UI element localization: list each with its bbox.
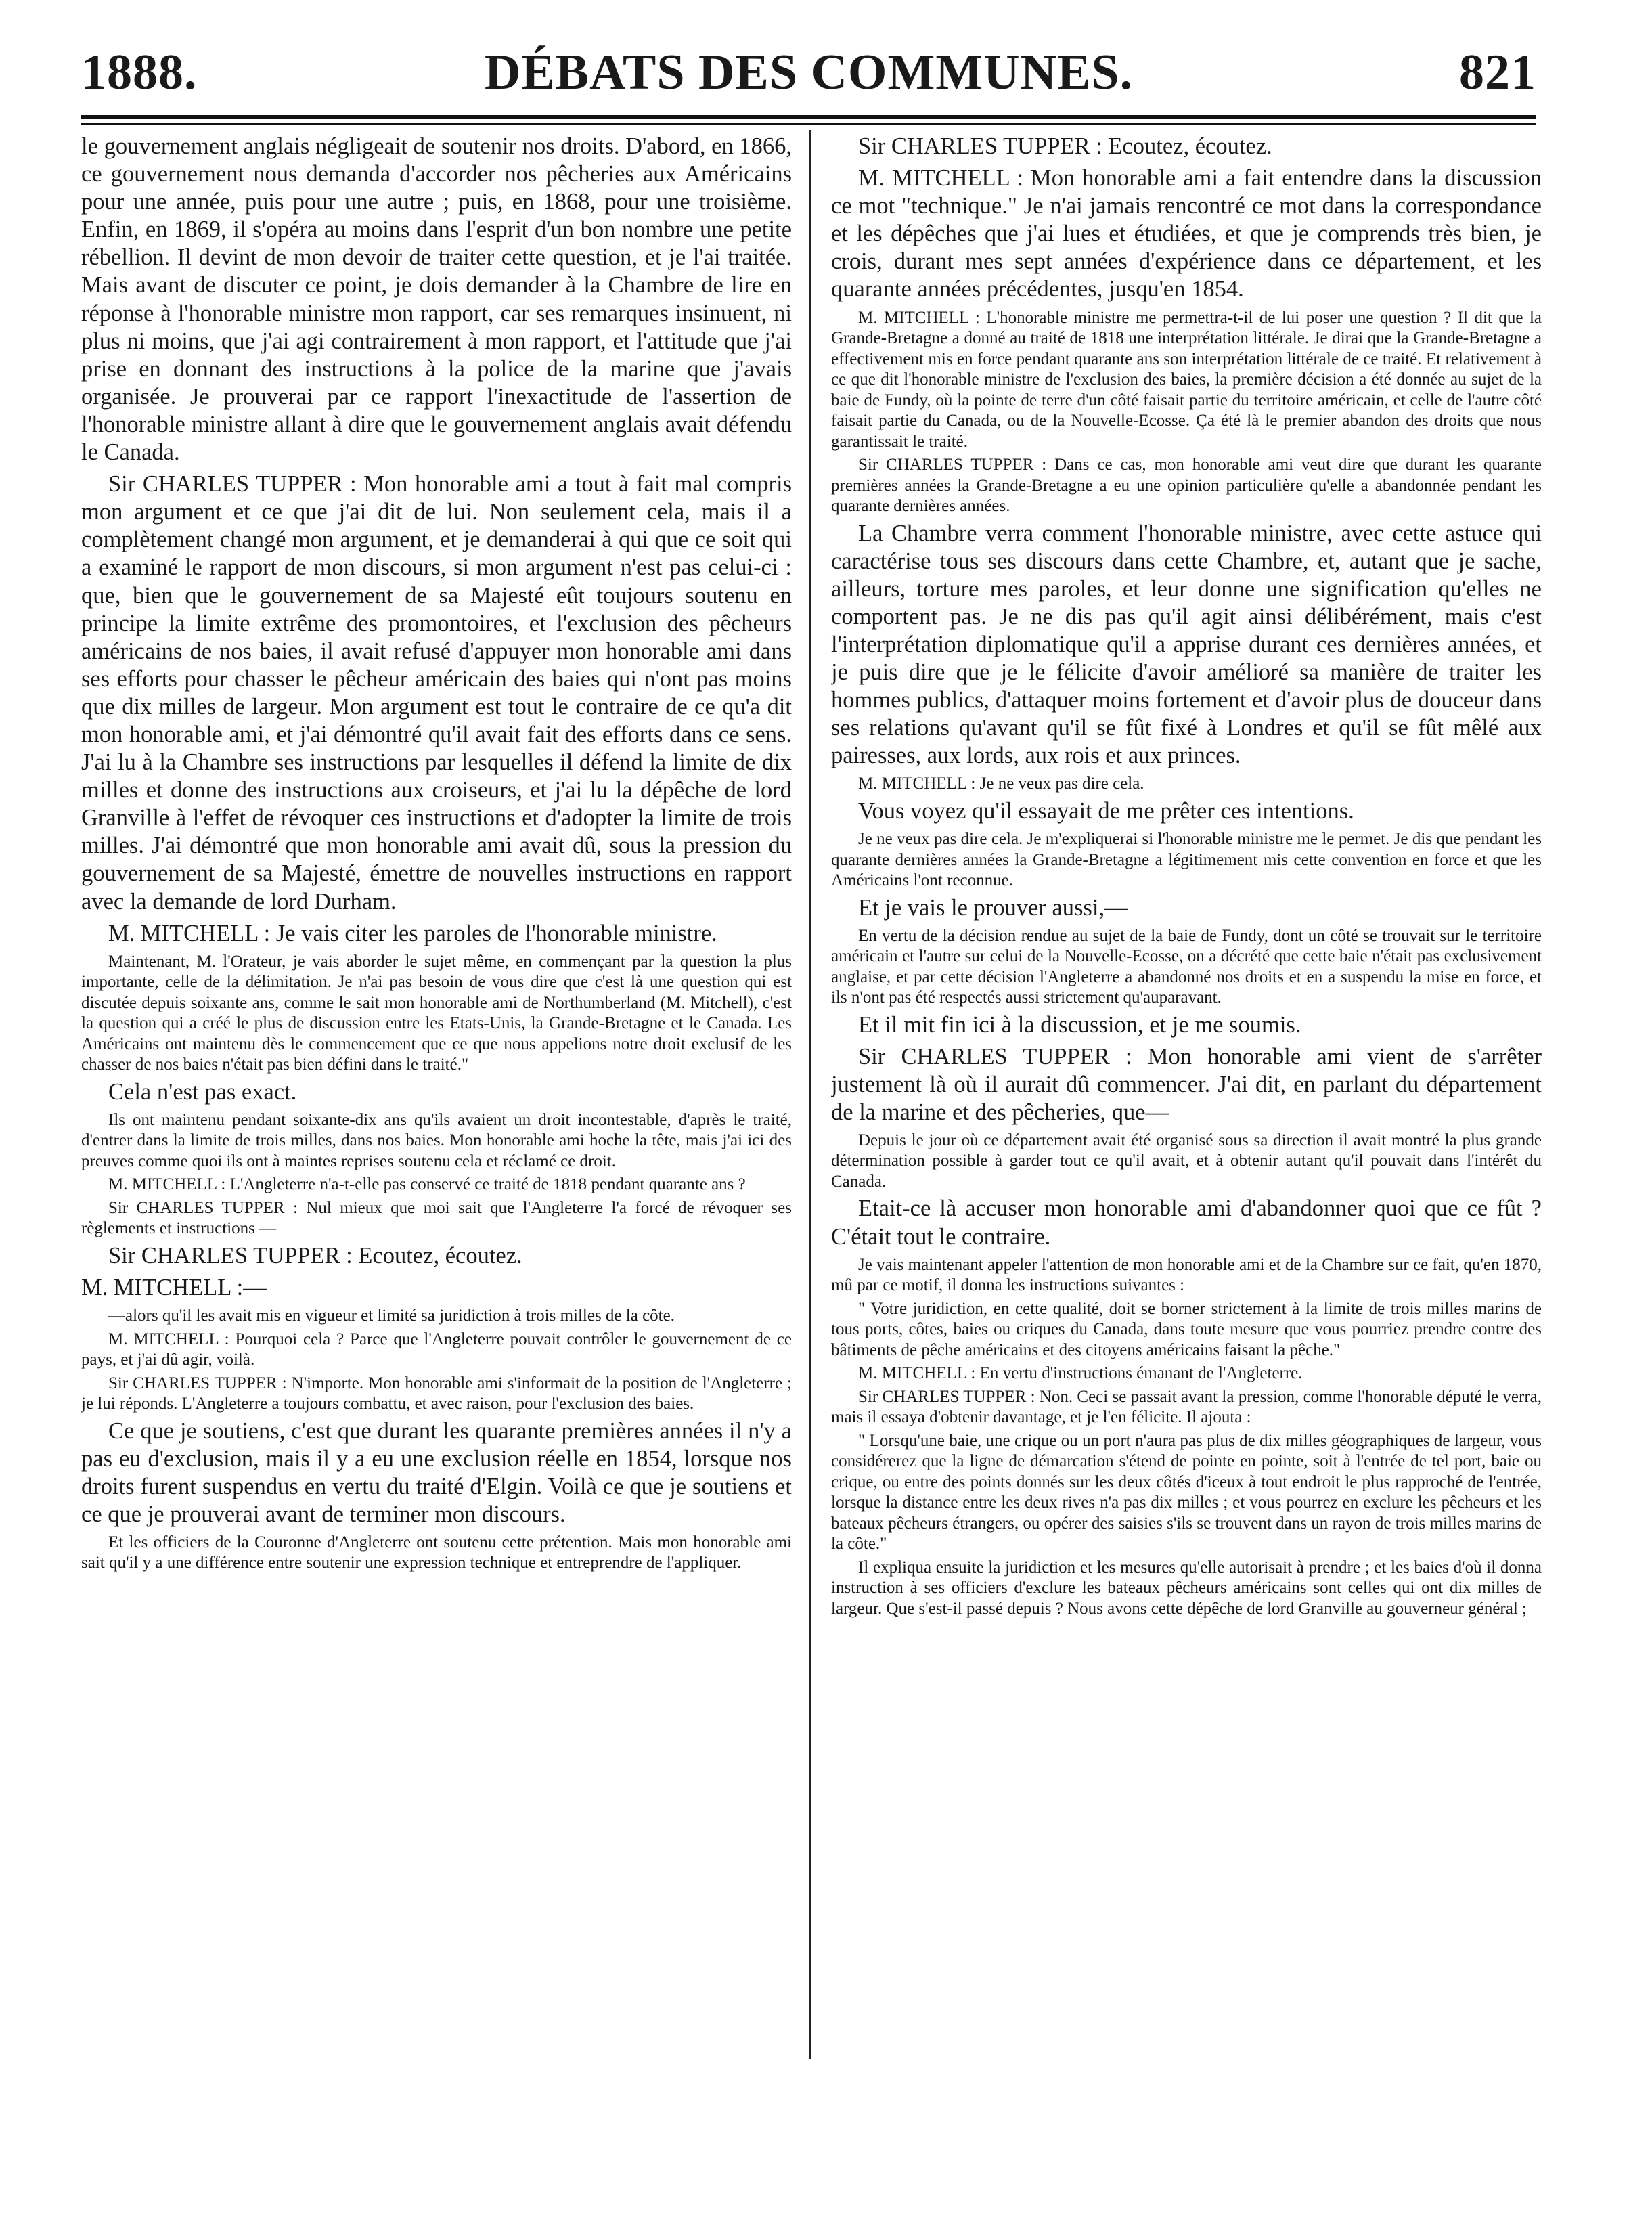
paragraph: M. MITCHELL : L'Angleterre n'a-t-elle pas conservé ce traité de 1818 pendant quarante ans ?: [108, 1175, 746, 1194]
paragraph: Et les officiers de la Couronne d'Angleterre ont soutenu cette prétention. Mais mon honorable ami sait qu'il y a une différence entre soutenir une expression technique et entreprendre de l'appliquer.: [81, 1533, 792, 1573]
paragraph: Et je vais le prouver aussi,—: [858, 894, 1128, 921]
paragraph: Et il mit fin ici à la discussion, et je me soumis.: [858, 1011, 1301, 1038]
header-rule: [81, 115, 1536, 119]
paragraph: Etait-ce là accuser mon honorable ami d'abandonner quoi que ce fût ? C'était tout le contraire.: [831, 1195, 1542, 1250]
paragraph: M. MITCHELL : L'honorable ministre me permettra-t-il de lui poser une question ? Il dit que la Grande-Bretagne a donné au traité de 1818 une interprétation littérale. Je dirai que la Grande-Bretagne a effectivement mis en force pendant quarante ans son interprétation littérale de ce traité. Et relativement à ce que dit l'honorable ministre de l'exclusion des baies, la première décision a été donnée au sujet de la baie de Fundy, où la pointe de terre d'un côté faisait partie du territoire américain, et celle de l'autre côté faisait partie du Canada, ou de la Nouvelle-Ecosse. Ça été là le premier abandon des droits que nous garantissait le traité.: [831, 308, 1542, 451]
paragraph: " Lorsqu'une baie, une crique ou un port n'aura pas plus de dix milles géographiques de largeur, vous considérerez que la ligne de démarcation s'étend de pointe en pointe, soit à l'entrée de tel port, baie ou crique, ou entre des points donnés sur les deux côtés d'iceux à tout endroit le plus rapproché de l'entrée, lorsque la distance entre les deux rives n'a pas dix milles ; et vous pourrez en exclure les pêcheurs et les bateaux pêcheurs étrangers, ou opérer des saisies s'ils se trouvent dans un rayon de trois milles marins de la côte.": [831, 1431, 1542, 1554]
paragraph: M. MITCHELL : Pourquoi cela ? Parce que l'Angleterre pouvait contrôler le gouvernement de ce pays, et j'ai dû agir, voilà.: [81, 1330, 792, 1369]
paragraph: Ce que je soutiens, c'est que durant les quarante premières années il n'y a pas eu d'exclusion, mais il y a eu une exclusion réelle en 1854, lorsque nos droits furent suspendus en vertu du traité d'Elgin. Voilà ce que je soutiens et ce que je prouverai avant de terminer mon discours.: [81, 1418, 792, 1527]
paragraph: Ils ont maintenu pendant soixante-dix ans qu'ils avaient un droit incontestable, d'après le traité, d'entrer dans la limite de trois milles, dans nos baies. Mon honorable ami hoche la tête, mais j'ai ici des preuves comme quoi ils ont à maintes reprises soutenu cela et réclamé ce droit.: [81, 1110, 792, 1170]
header-page-number: 821: [1459, 45, 1536, 100]
paragraph: Cela n'est pas exact.: [108, 1078, 297, 1105]
paragraph: Sir CHARLES TUPPER : Mon honorable ami a tout à fait mal compris mon argument et ce que j'ai dit de lui. Non seulement cela, mais il a complètement changé mon argument, et je demanderai à qui que ce soit qui a examiné le rapport de mon discours, si mon argument n'est pas celui-ci : que, bien que le gouvernement de sa Majesté eût toujours soutenu en principe la limite extrême des promontoires, et l'exclusion des pêcheurs américains de nos baies, il avait refusé d'appuyer mon honorable ami dans ses efforts pour chasser le pêcheur américain des baies qui n'ont pas moins que dix milles de largeur. Mon argument est tout le contraire de ce qu'a dit mon honorable ami, et j'ai démontré qu'il avait fait des efforts dans ce sens. J'ai lu à la Chambre ses instructions par lesquelles il défend la limite de dix milles et donne des instructions aux croiseurs, et j'ai lu la dépêche de lord Granville à l'effet de révoquer ces instructions et d'adopter la limite de trois milles. J'ai démontré que mon honorable ami avait dû, sous la pression du gouvernement de sa Majesté, émettre de nouvelles instructions en rapport avec la demande de lord Durham.: [81, 471, 792, 915]
column-divider: [809, 130, 811, 2059]
paragraph: Sir CHARLES TUPPER : Non. Ceci se passait avant la pression, comme l'honorable député le verra, mais il essaya d'obtenir davantage, et je l'en félicite. Il ajouta :: [831, 1387, 1542, 1427]
header-title: DÉBATS DES COMMUNES.: [484, 45, 1134, 100]
paragraph: Sir CHARLES TUPPER : Dans ce cas, mon honorable ami veut dire que durant les quarante premières années la Grande-Bretagne a eu une opinion particulière qu'elle a abandonnée pendant les quarante dernières années.: [831, 456, 1542, 516]
header-year: 1888.: [81, 45, 198, 100]
paragraph: M. MITCHELL : Mon honorable ami a fait entendre dans la discussion ce mot "technique." Je n'ai jamais rencontré ce mot dans la correspondance et les dépêches que j'ai lues et étudiées, et que je comprends très bien, je crois, durant mes sept années d'expérience dans ce département, et les quarante années précédentes, jusqu'en 1854.: [831, 165, 1542, 303]
paragraph: Vous voyez qu'il essayait de me prêter ces intentions.: [858, 797, 1354, 824]
right-column: [831, 133, 1542, 2069]
paragraph: Sir CHARLES TUPPER : Nul mieux que moi sait que l'Angleterre l'a forcé de révoquer ses règlements et instructions —: [81, 1198, 792, 1238]
paragraph: M. MITCHELL : Je vais citer les paroles de l'honorable ministre.: [108, 920, 717, 946]
paragraph: Sir CHARLES TUPPER : Ecoutez, écoutez.: [858, 133, 1272, 159]
paragraph: Il expliqua ensuite la juridiction et les mesures qu'elle autorisait à prendre ; et les baies d'où il donna instruction à ses officiers d'exclure les bateaux pêcheurs américains sont celles qui ont dix milles de largeur. Que s'est-il passé depuis ? Nous avons cette dépêche de lord Granville au gouverneur général ;: [831, 1558, 1542, 1618]
paragraph: M. MITCHELL : En vertu d'instructions émanant de l'Angleterre.: [858, 1364, 1303, 1383]
paragraph: Je vais maintenant appeler l'attention de mon honorable ami et de la Chambre sur ce fait, qu'en 1870, mû par ce motif, il donna les instructions suivantes :: [831, 1255, 1542, 1295]
paragraph: En vertu de la décision rendue au sujet de la baie de Fundy, dont un côté se trouvait sur le territoire américain et l'autre sur celui de la Nouvelle-Ecosse, on a décrété que cette baie n'était pas exclusivement anglaise, et par cette décision l'Angleterre a abandonné nos droits et en a suspendu la mise en force, et ils n'ont pas été respectés aussi strictement qu'auparavant.: [831, 926, 1542, 1007]
paragraph: M. MITCHELL : Je ne veux pas dire cela.: [858, 774, 1144, 793]
paragraph: La Chambre verra comment l'honorable ministre, avec cette astuce qui caractérise tous ses discours dans cette Chambre, et, autant que je sache, ailleurs, torture mes paroles, et leur donne une signification qu'elles ne comportent pas. Je ne dis pas qu'il agit ainsi délibérément, mais c'est l'interprétation diplomatique qu'il a apprise durant ces dernières années, et je puis dire que je le félicite d'avoir amélioré sa manière de traiter les hommes publics, d'attaquer moins fortement et d'avoir plus de douceur dans ses relations qu'avant qu'il se fût fixé à Londres et qu'il se fût mêlé aux pairesses, aux lords, aux rois et aux princes.: [831, 520, 1542, 769]
paragraph: Je ne veux pas dire cela. Je m'expliquerai si l'honorable ministre me le permet. Je dis que pendant les quarante dernières années la Grande-Bretagne a légitimement mis cette convention en force et que les Américains l'ont reconnue.: [831, 830, 1542, 889]
paragraph: M. MITCHELL :—: [81, 1274, 267, 1300]
paragraph: Sir CHARLES TUPPER : Ecoutez, écoutez.: [108, 1242, 522, 1269]
page-header: [81, 42, 1536, 110]
paragraph: Depuis le jour où ce département avait été organisé sous sa direction il avait montré la plus grande détermination possible à garder tout ce qu'il avait, et à obtenir autant qu'il pouvait dans l'intérêt du Canada.: [831, 1130, 1542, 1191]
paragraph: Maintenant, M. l'Orateur, je vais aborder le sujet même, en commençant par la question la plus importante, celle de la délimitation. Je n'ai pas besoin de vous dire que c'est là une question qui est discutée depuis soixante ans, comme le sait mon honorable ami de Northumberland (M. Mitchell), c'est la question qui a créé le plus de discussion entre les Etats-Unis, la Grande-Bretagne et le Canada. Les Américains ont maintenu dès le commencement que ce que nous appelions notre droit exclusif de les chasser de nos baies n'était pas bien défini dans le traité.": [81, 952, 792, 1074]
paragraph: Sir CHARLES TUPPER : N'importe. Mon honorable ami s'informait de la position de l'Angleterre ; je lui réponds. L'Angleterre a toujours combattu, et avec raison, pour l'exclusion des baies.: [81, 1374, 792, 1413]
paragraph: —alors qu'il les avait mis en vigueur et limité sa juridiction à trois milles de la côte.: [108, 1306, 675, 1325]
paragraph: Sir CHARLES TUPPER : Mon honorable ami vient de s'arrêter justement là où il aurait dû commencer. J'ai dit, en parlant du département de la marine et des pêcheries, que—: [831, 1043, 1542, 1125]
paragraph: le gouvernement anglais négligeait de soutenir nos droits. D'abord, en 1866, ce gouvernement nous demanda d'accorder nos pêcheries aux Américains pour une année, puis pour une autre ; puis, en 1868, pour une troisième. Enfin, en 1869, il s'opéra au moins dans l'esprit d'un bon nombre une petite rébellion. Il devint de mon devoir de traiter cette question, et je l'ai traitée. Mais avant de discuter ce point, je dois demander à la Chambre de lire en réponse à l'honorable ministre mon rapport, car ses remarques insinuent, ni plus ni moins, que j'ai agi contrairement à mon rapport, et l'attitude que j'ai prise en donnant des instructions à la police de la marine que j'avais organisée. Je prouverai par ce rapport l'inexactitude de l'assertion de l'honorable ministre allant à dire que le gouvernement anglais avait défendu le Canada.: [81, 133, 792, 466]
header-rule-thin: [81, 123, 1536, 125]
paragraph: " Votre juridiction, en cette qualité, doit se borner strictement à la limite de trois milles marins de tous ports, côtes, baies ou criques du Canada, dans toute mesure que vous pourriez prendre contre des bâtiments de pêche américains et des citoyens américains faisant la pêche.": [831, 1299, 1542, 1359]
left-column: [81, 133, 792, 2069]
